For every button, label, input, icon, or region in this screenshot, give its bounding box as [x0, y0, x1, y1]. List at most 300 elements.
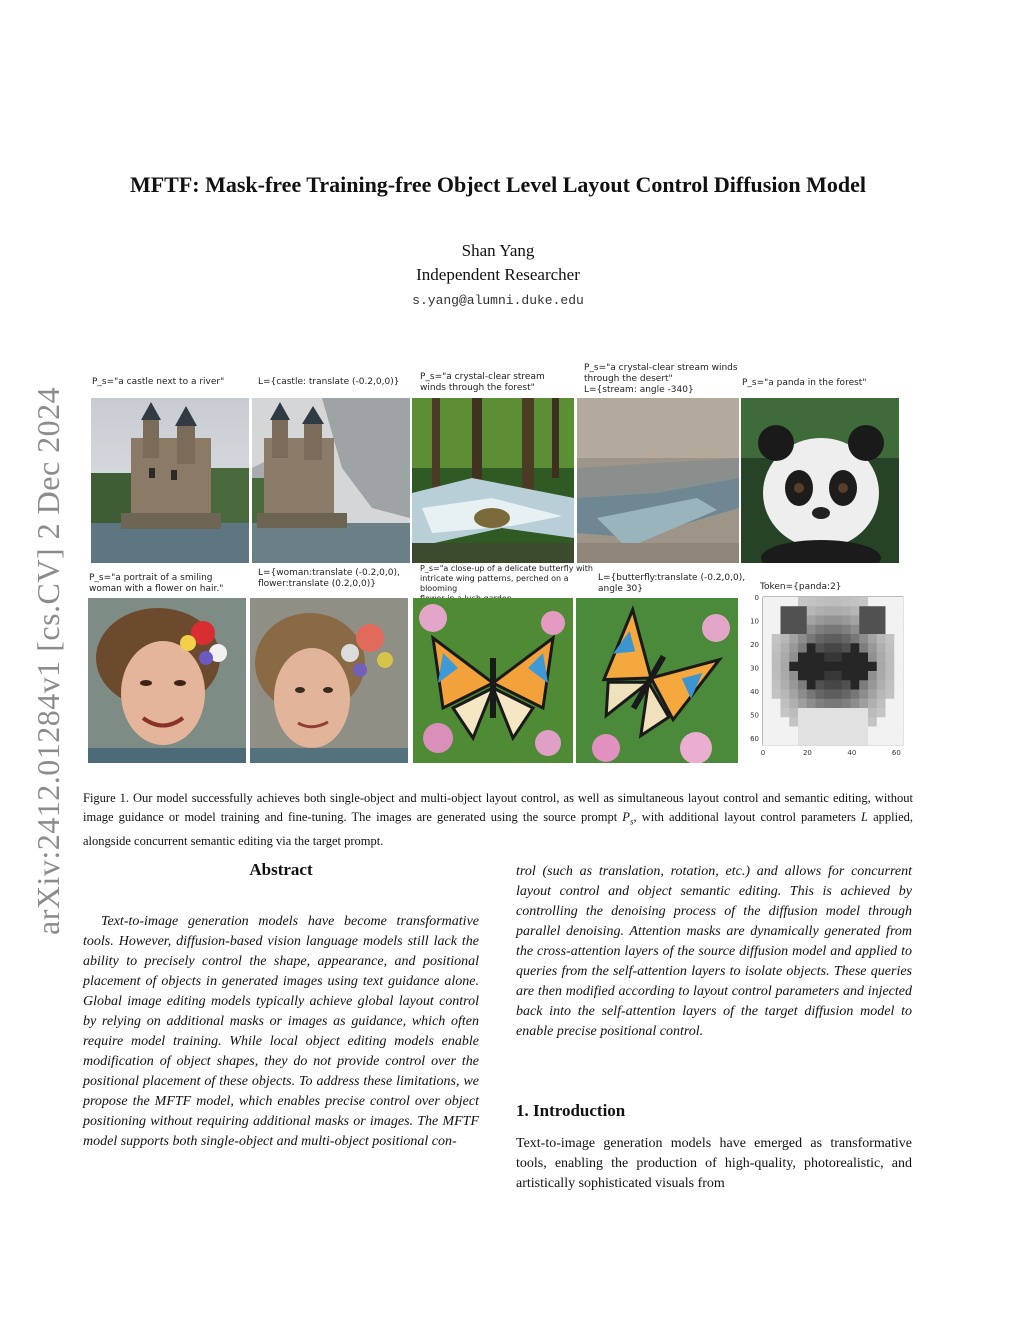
heatmap-cell	[886, 634, 895, 644]
heatmap-cell	[807, 708, 816, 718]
attention-map	[741, 593, 916, 768]
heatmap-cell	[781, 606, 790, 616]
heatmap-cell	[877, 625, 886, 635]
heatmap-cell	[807, 653, 816, 663]
heatmap-cell	[816, 597, 825, 607]
heatmap-cell	[833, 708, 842, 718]
heatmap-cell	[877, 671, 886, 681]
heatmap-cell	[798, 662, 807, 672]
heatmap-cell	[824, 699, 833, 709]
figure-caption-panda: P_s="a panda in the forest"	[742, 378, 867, 388]
heatmap-cell	[859, 699, 868, 709]
heatmap-cell	[868, 671, 877, 681]
heatmap-cell	[842, 606, 851, 616]
heatmap-cell	[877, 680, 886, 690]
heatmap-cell	[772, 597, 781, 607]
heatmap-cell	[763, 606, 772, 616]
heatmap-cell	[816, 634, 825, 644]
heatmap-cell	[859, 708, 868, 718]
heatmap-cell	[842, 690, 851, 700]
heatmap-cell	[851, 616, 860, 626]
heatmap-cell	[807, 680, 816, 690]
heatmap-cell	[842, 625, 851, 635]
heatmap-cell	[877, 597, 886, 607]
heatmap-cell	[842, 643, 851, 653]
heatmap-cell	[763, 616, 772, 626]
heatmap-cell	[816, 699, 825, 709]
heatmap-cell	[877, 708, 886, 718]
heatmap-cell	[824, 736, 833, 746]
heatmap-cell	[789, 653, 798, 663]
figure-caption-woman: P_s="a portrait of a smiling woman with a flower on hair."	[89, 573, 224, 594]
heatmap-cell	[894, 625, 903, 635]
heatmap-cell	[807, 634, 816, 644]
caption-part-1: Figure 1. Our model successfully achieves both single-object and multi-object layout control, as well as simultaneous layout control and semantic editing, without image guidance or model training and fine-tuning. The images are generated using the source prompt	[83, 791, 913, 824]
heatmap-cell	[842, 662, 851, 672]
heatmap-cell	[877, 662, 886, 672]
heatmap-cell	[833, 606, 842, 616]
heatmap-y-tick: 0	[754, 594, 759, 602]
heatmap-cell	[833, 690, 842, 700]
abstract-heading: Abstract	[249, 860, 313, 879]
heatmap-cell	[894, 616, 903, 626]
heatmap-cell	[789, 727, 798, 737]
heatmap-cell	[789, 643, 798, 653]
heatmap-cell	[851, 717, 860, 727]
figure-caption-castle-layout: L={castle: translate (-0.2,0,0)}	[258, 377, 400, 387]
heatmap-cell	[798, 653, 807, 663]
heatmap-cell	[781, 634, 790, 644]
heatmap-cell	[851, 727, 860, 737]
heatmap-cell	[886, 606, 895, 616]
woman-edited-portrait-art	[250, 598, 408, 763]
figure-caption-butterfly-layout: L={butterfly:translate (-0.2,0,0), angle 30}	[598, 573, 746, 594]
heatmap-cell	[868, 708, 877, 718]
heatmap-cell	[877, 653, 886, 663]
heatmap-cell	[886, 616, 895, 626]
heatmap-cell	[789, 662, 798, 672]
heatmap-cell	[816, 727, 825, 737]
heatmap-cell	[824, 653, 833, 663]
heatmap-cell	[807, 736, 816, 746]
castle-translated-photo-art	[252, 398, 410, 563]
heatmap-cell	[868, 727, 877, 737]
heatmap-cell	[824, 680, 833, 690]
paper-title: MFTF: Mask-free Training-free Object Level Layout Control Diffusion Model	[129, 172, 867, 197]
heatmap-cell	[851, 643, 860, 653]
caption-part-3: applied, alongside concurrent semantic editing via the target prompt.	[83, 810, 913, 848]
desert-stream-photo	[577, 398, 739, 563]
heatmap-cell	[816, 662, 825, 672]
heatmap-cell	[877, 727, 886, 737]
heatmap-cell	[851, 653, 860, 663]
heatmap-cell	[789, 597, 798, 607]
heatmap-cell	[833, 643, 842, 653]
heatmap-cell	[859, 634, 868, 644]
heatmap-cell	[833, 653, 842, 663]
attention-map-plot	[741, 593, 916, 768]
heatmap-cell	[842, 671, 851, 681]
heatmap-cell	[789, 680, 798, 690]
heatmap-cell	[789, 671, 798, 681]
heatmap-cell	[789, 699, 798, 709]
heatmap-cell	[807, 717, 816, 727]
abstract-body: Text-to-image generation models have become transformative tools. However, diffusion-based vision language models still lack the ability to precisely control the shape, appearance, and positional placement of objects in generated images using text guidance alone. Global image editing models typically achieve global layout control by relying on additional masks or images as guidance, which often require model training. While local object editing models enable modification of object shapes, they do not provide control over the positional placement of these objects. To address these limitations, we propose the MFTF model, which enables precise control over object positioning without requiring additional masks or images. The MFTF model supports both single-object and multi-object positional con-	[83, 914, 479, 1149]
desert-stream-photo-art	[577, 398, 739, 563]
heatmap-cell	[763, 680, 772, 690]
heatmap-cell	[868, 699, 877, 709]
heatmap-cell	[772, 625, 781, 635]
heatmap-cell	[824, 643, 833, 653]
figure-1	[86, 360, 916, 770]
heatmap-cell	[894, 662, 903, 672]
heatmap-cell	[789, 708, 798, 718]
heatmap-cell	[824, 662, 833, 672]
heatmap-cell	[851, 736, 860, 746]
heatmap-cell	[781, 616, 790, 626]
heatmap-cell	[851, 699, 860, 709]
heatmap-cell	[833, 717, 842, 727]
heatmap-cell	[789, 717, 798, 727]
heatmap-cell	[781, 727, 790, 737]
heatmap-cell	[886, 727, 895, 737]
heatmap-cell	[807, 643, 816, 653]
heatmap-cell	[886, 699, 895, 709]
heatmap-cell	[781, 653, 790, 663]
heatmap-cell	[763, 727, 772, 737]
heatmap-cell	[877, 690, 886, 700]
heatmap-cell	[789, 634, 798, 644]
heatmap-cell	[859, 662, 868, 672]
heatmap-cell	[816, 717, 825, 727]
figure-caption-castle: P_s="a castle next to a river"	[92, 377, 225, 387]
heatmap-cell	[894, 671, 903, 681]
heatmap-cell	[781, 717, 790, 727]
heatmap-cell	[868, 662, 877, 672]
heatmap-cell	[886, 597, 895, 607]
heatmap-cell	[816, 643, 825, 653]
butterfly-photo-art	[413, 598, 573, 763]
panda-photo	[741, 398, 899, 563]
heatmap-cell	[763, 690, 772, 700]
heatmap-cell	[842, 727, 851, 737]
heatmap-cell	[886, 717, 895, 727]
heatmap-cell	[886, 708, 895, 718]
heatmap-cell	[807, 690, 816, 700]
heatmap-cell	[894, 708, 903, 718]
heatmap-cell	[859, 717, 868, 727]
heatmap-cell	[789, 736, 798, 746]
heatmap-cell	[798, 671, 807, 681]
heatmap-cell	[859, 653, 868, 663]
heatmap-cell	[868, 634, 877, 644]
heatmap-cell	[842, 708, 851, 718]
heatmap-cell	[851, 634, 860, 644]
heatmap-cell	[894, 643, 903, 653]
heatmap-cell	[772, 680, 781, 690]
heatmap-cell	[833, 671, 842, 681]
heatmap-cell	[816, 616, 825, 626]
heatmap-cell	[781, 708, 790, 718]
heatmap-cell	[886, 653, 895, 663]
woman-edited-portrait	[250, 598, 408, 763]
smiling-woman-portrait-art	[88, 598, 246, 763]
butterfly-translated-photo	[576, 598, 738, 763]
heatmap-cell	[772, 736, 781, 746]
heatmap-cell	[824, 708, 833, 718]
heatmap-cell	[772, 708, 781, 718]
heatmap-cell	[772, 653, 781, 663]
caption-var-ps-sub: s	[629, 816, 634, 827]
heatmap-cell	[842, 653, 851, 663]
heatmap-cell	[842, 736, 851, 746]
introduction-heading: 1. Introduction	[516, 1101, 626, 1120]
heatmap-cell	[798, 625, 807, 635]
heatmap-cell	[772, 690, 781, 700]
heatmap-cell	[816, 690, 825, 700]
introduction-body: Text-to-image generation models have emerged as transformative tools, enabling the production of high-quality, photorealistic, and artistically sophisticated visuals from	[516, 1136, 912, 1191]
heatmap-cell	[859, 625, 868, 635]
heatmap-cell	[886, 680, 895, 690]
heatmap-cell	[772, 643, 781, 653]
heatmap-cell	[816, 653, 825, 663]
heatmap-cell	[798, 643, 807, 653]
heatmap-cell	[789, 690, 798, 700]
heatmap-cell	[781, 662, 790, 672]
figure-caption	[83, 789, 913, 851]
heatmap-cell	[781, 597, 790, 607]
heatmap-cell	[807, 616, 816, 626]
heatmap-cell	[772, 634, 781, 644]
heatmap-cell	[877, 699, 886, 709]
heatmap-x-tick: 60	[891, 749, 901, 757]
heatmap-cell	[763, 643, 772, 653]
heatmap-x-tick: 0	[760, 749, 766, 757]
castle-photo-art	[91, 398, 249, 563]
author-name: Shan Yang	[461, 241, 535, 260]
heatmap-cell	[868, 606, 877, 616]
caption-var-l: L	[861, 810, 868, 824]
heatmap-cell	[851, 606, 860, 616]
heatmap-cell	[859, 671, 868, 681]
heatmap-cell	[781, 643, 790, 653]
heatmap-cell	[894, 606, 903, 616]
heatmap-cell	[824, 727, 833, 737]
heatmap-cell	[851, 625, 860, 635]
heatmap-cell	[833, 662, 842, 672]
heatmap-cell	[798, 717, 807, 727]
heatmap-cell	[894, 680, 903, 690]
heatmap-cell	[886, 671, 895, 681]
heatmap-cell	[833, 597, 842, 607]
heatmap-cell	[868, 736, 877, 746]
forest-stream-photo	[412, 398, 574, 563]
heatmap-cell	[824, 597, 833, 607]
figure-caption-forest-stream: P_s="a crystal-clear stream winds through the forest"	[420, 372, 545, 393]
heatmap-cell	[833, 625, 842, 635]
panda-photo-art	[741, 398, 899, 563]
heatmap-cell	[772, 727, 781, 737]
heatmap-cell	[859, 597, 868, 607]
heatmap-y-tick: 50	[750, 711, 759, 720]
heatmap-cell	[894, 653, 903, 663]
heatmap-cell	[842, 634, 851, 644]
heatmap-cell	[763, 634, 772, 644]
heatmap-cell	[894, 699, 903, 709]
heatmap-cell	[851, 690, 860, 700]
heatmap-cell	[859, 643, 868, 653]
heatmap-cell	[763, 625, 772, 635]
heatmap-x-tick: 20	[802, 749, 812, 757]
heatmap-cell	[851, 680, 860, 690]
figure-caption-desert-stream: P_s="a crystal-clear stream winds through the desert" L={stream: angle -340}	[584, 363, 738, 395]
heatmap-cell	[824, 634, 833, 644]
heatmap-cell	[894, 634, 903, 644]
heatmap-cell	[763, 671, 772, 681]
heatmap-cell	[772, 699, 781, 709]
smiling-woman-portrait	[88, 598, 246, 763]
heatmap-cell	[886, 736, 895, 746]
heatmap-cell	[859, 727, 868, 737]
author-affiliation: Independent Researcher	[416, 265, 580, 284]
heatmap-cell	[798, 727, 807, 737]
heatmap-cell	[824, 616, 833, 626]
heatmap-cell	[781, 671, 790, 681]
heatmap-cell	[824, 671, 833, 681]
heatmap-cell	[763, 708, 772, 718]
heatmap-cell	[763, 699, 772, 709]
heatmap-y-tick: 60	[750, 734, 759, 743]
heatmap-cell	[868, 680, 877, 690]
heatmap-cell	[824, 717, 833, 727]
heatmap-cell	[833, 680, 842, 690]
heatmap-cell	[789, 625, 798, 635]
heatmap-cell	[798, 690, 807, 700]
heatmap-cell	[842, 680, 851, 690]
heatmap-cell	[807, 625, 816, 635]
butterfly-translated-photo-art	[576, 598, 738, 763]
heatmap-cell	[877, 606, 886, 616]
heatmap-cell	[833, 634, 842, 644]
heatmap-cell	[868, 597, 877, 607]
heatmap-cell	[894, 690, 903, 700]
heatmap-cell	[772, 671, 781, 681]
heatmap-cell	[894, 717, 903, 727]
heatmap-cell	[781, 736, 790, 746]
figure-caption-woman-layout: L={woman:translate (-0.2,0,0), flower:translate (0.2,0,0)}	[258, 568, 400, 589]
butterfly-photo	[413, 598, 573, 763]
heatmap-cell	[807, 606, 816, 616]
heatmap-cell	[842, 717, 851, 727]
heatmap-cell	[833, 727, 842, 737]
heatmap-cell	[807, 662, 816, 672]
heatmap-cell	[763, 717, 772, 727]
heatmap-cell	[798, 606, 807, 616]
heatmap-cell	[877, 616, 886, 626]
heatmap-cell	[781, 690, 790, 700]
heatmap-cell	[824, 625, 833, 635]
heatmap-cell	[816, 680, 825, 690]
heatmap-cell	[763, 662, 772, 672]
heatmap-cell	[781, 625, 790, 635]
heatmap-x-tick: 40	[847, 749, 857, 757]
figure-caption-token: Token={panda:2}	[760, 582, 842, 592]
heatmap-cell	[868, 717, 877, 727]
heatmap-cell	[859, 736, 868, 746]
heatmap-cell	[877, 736, 886, 746]
heatmap-cell	[833, 616, 842, 626]
abstract-continuation: trol (such as translation, rotation, etc.) and allows for concurrent layout control and object semantic editing. This is achieved by controlling the denoising process of the diffusion model through parallel denoising. Attention masks are dynamically generated from the cross-attention layers of the source diffusion model and applied to queries from the self-attention layers to isolate objects. These queries are then modified according to layout control parameters and injected back into the self-attention layers of the target diffusion model to enable precise positional control.	[516, 864, 912, 1039]
heatmap-cell	[789, 606, 798, 616]
heatmap-cell	[833, 699, 842, 709]
heatmap-cell	[859, 690, 868, 700]
heatmap-cell	[816, 708, 825, 718]
heatmap-cell	[798, 680, 807, 690]
heatmap-cell	[789, 616, 798, 626]
heatmap-cell	[798, 708, 807, 718]
heatmap-cell	[886, 625, 895, 635]
heatmap-cell	[772, 717, 781, 727]
heatmap-cell	[859, 616, 868, 626]
heatmap-y-tick: 10	[750, 617, 759, 626]
heatmap-cell	[877, 643, 886, 653]
heatmap-cell	[807, 671, 816, 681]
heatmap-y-tick: 30	[750, 664, 759, 673]
heatmap-cell	[842, 616, 851, 626]
heatmap-cell	[798, 597, 807, 607]
heatmap-cell	[798, 699, 807, 709]
figure-caption-butterfly: P_s="a close-up of a delicate butterfly with intricate wing patterns, perched on a blooming	[420, 564, 593, 593]
heatmap-cell	[833, 736, 842, 746]
heatmap-cell	[894, 727, 903, 737]
heatmap-cell	[886, 643, 895, 653]
heatmap-cell	[894, 597, 903, 607]
author-email[interactable]: s.yang@alumni.duke.edu	[412, 293, 584, 308]
heatmap-cell	[798, 634, 807, 644]
heatmap-cell	[772, 662, 781, 672]
heatmap-cell	[851, 662, 860, 672]
heatmap-cell	[842, 699, 851, 709]
forest-stream-photo-art	[412, 398, 574, 563]
heatmap-cell	[868, 625, 877, 635]
heatmap-cell	[886, 690, 895, 700]
heatmap-cell	[894, 736, 903, 746]
heatmap-cell	[842, 597, 851, 607]
heatmap-cell	[868, 616, 877, 626]
heatmap-cell	[877, 717, 886, 727]
heatmap-cell	[763, 597, 772, 607]
heatmap-cell	[772, 606, 781, 616]
heatmap-cell	[781, 680, 790, 690]
heatmap-cell	[868, 653, 877, 663]
heatmap-y-tick: 20	[750, 640, 759, 649]
heatmap-cell	[807, 597, 816, 607]
castle-translated-photo	[252, 398, 410, 563]
heatmap-cell	[798, 616, 807, 626]
heatmap-cell	[816, 606, 825, 616]
castle-photo	[91, 398, 249, 563]
heatmap-cell	[851, 708, 860, 718]
caption-var-ps: P	[622, 810, 630, 824]
heatmap-cell	[859, 606, 868, 616]
heatmap-cell	[816, 671, 825, 681]
heatmap-cell	[868, 690, 877, 700]
heatmap-cell	[798, 736, 807, 746]
heatmap-cell	[877, 634, 886, 644]
caption-part-2: , with additional layout control parameters	[633, 810, 861, 824]
heatmap-cell	[816, 736, 825, 746]
heatmap-y-tick: 40	[750, 687, 759, 696]
